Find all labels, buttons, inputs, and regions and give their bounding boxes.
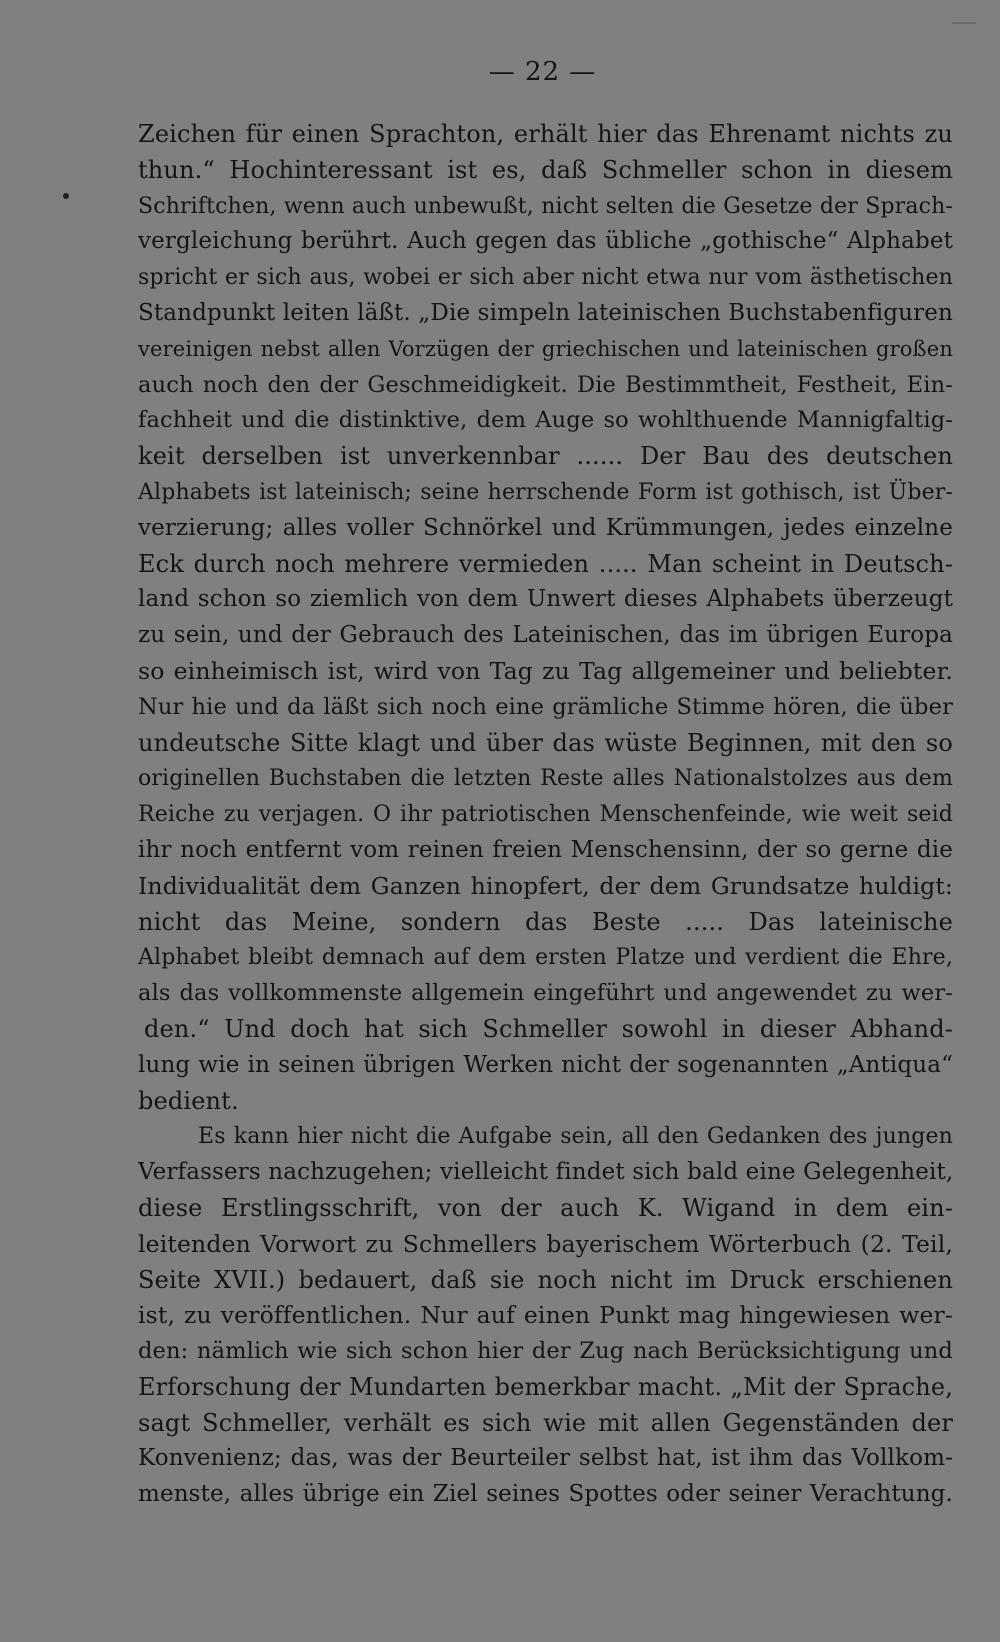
text-line: Individualität dem Ganzen hinopfert, der dem Grundsatze huldigt: (138, 871, 953, 900)
text-line: Reiche zu verjagen. O ihr patriotischen Menschenfeinde, wie weit seid (138, 802, 953, 828)
text-line: originellen Buchstaben die letzten Reste alles Nationalstolzes aus dem (138, 766, 953, 792)
text-line: Schriftchen, wenn auch unbewußt, nicht selten die Gesetze der Sprach- (138, 193, 953, 219)
text-line: thun.“ Hochinteressant ist es, daß Schmeller schon in diesem (138, 155, 953, 184)
text-line: diese Erstlingsschrift, von der auch K. Wigand in dem ein- (138, 1193, 953, 1222)
text-line: Erforschung der Mundarten bemerkbar macht. „Mit der Sprache, (138, 1372, 953, 1401)
text-line: Zeichen für einen Sprachton, erhält hier das Ehrenamt nichts zu (138, 120, 953, 148)
text-line: ihr noch entfernt vom reinen freien Menschensinn, der so gerne die (138, 836, 953, 863)
text-line: lung wie in seinen übrigen Werken nicht der sogenannten „Antiqua“ (138, 1051, 953, 1078)
text-line: den.“ Und doch hat sich Schmeller sowohl in dieser Abhand- (144, 1014, 953, 1043)
text-line: den: nämlich wie sich schon hier der Zug nach Berücksichtigung und (138, 1338, 953, 1365)
ink-dot (63, 193, 69, 199)
text-line: nicht das Meine, sondern das Beste ..... Das lateinische (138, 907, 953, 936)
text-line: als das vollkommenste allgemein eingeführt und angewendet zu wer- (138, 980, 953, 1007)
text-line: Seite XVII.) bedauert, daß sie noch nicht im Druck erschienen (138, 1265, 953, 1294)
text-line: Nur hie und da läßt sich noch eine grämliche Stimme hören, die über (138, 693, 953, 720)
text-line: vereinigen nebst allen Vorzügen der griechischen und lateinischen großen (138, 336, 953, 361)
text-line: Konvenienz; das, was der Beurteiler selbst hat, ist ihm das Vollkom- (138, 1445, 953, 1472)
paragraph-end-line: bedient. (138, 1086, 239, 1115)
text-line: ist, zu veröffentlichen. Nur auf einen Punkt mag hingewiesen wer- (138, 1301, 953, 1330)
text-line: Alphabets ist lateinisch; seine herrschende Form ist gothisch, ist Über- (138, 479, 953, 505)
text-line: auch noch den der Geschmeidigkeit. Die Bestimmtheit, Festheit, Ein- (138, 371, 953, 398)
text-line: so einheimisch ist, wird von Tag zu Tag allgemeiner und beliebter. (138, 656, 953, 685)
text-line: Alphabet bleibt demnach auf dem ersten Platze und verdient die Ehre, (138, 945, 953, 971)
text-line: leitenden Vorwort zu Schmellers bayerischem Wörterbuch (2. Teil, (138, 1229, 953, 1258)
text-line: fachheit und die distinktive, dem Auge so wohlthuende Mannigfaltig- (138, 407, 953, 434)
text-line: Standpunkt leiten läßt. „Die simpeln lateinischen Buchstabenfiguren (138, 299, 953, 326)
text-line: Verfassers nachzugehen; vielleicht findet sich bald eine Gelegenheit, (138, 1159, 953, 1186)
scan-mark (952, 22, 976, 24)
paragraph-start-line: Es kann hier nicht die Aufgabe sein, all den Gedanken des jungen (198, 1124, 953, 1150)
text-line: undeutsche Sitte klagt und über das wüste Beginnen, mit den so (138, 728, 953, 757)
text-line: zu sein, und der Gebrauch des Lateinischen, das im übrigen Europa (138, 622, 953, 649)
text-line: keit derselben ist unverkennbar ...... Der Bau des deutschen (138, 442, 953, 471)
text-line: sagt Schmeller, verhält es sich wie mit allen Gegenständen der (138, 1408, 953, 1437)
text-line: vergleichung berührt. Auch gegen das übliche „gothische“ Alphabet (138, 228, 953, 255)
text-line: Eck durch noch mehrere vermieden ..... Man scheint in Deutsch- (138, 549, 953, 578)
text-line: verzierung; alles voller Schnörkel und Krümmungen, jedes einzelne (138, 514, 953, 541)
text-line: menste, alles übrige ein Ziel seines Spottes oder seiner Verachtung. (138, 1481, 953, 1508)
text-line: spricht er sich aus, wobei er sich aber nicht etwa nur vom ästhetischen (138, 265, 953, 291)
text-line: land schon so ziemlich von dem Unwert dieses Alphabets überzeugt (138, 586, 953, 613)
page-number: — 22 — (488, 57, 597, 87)
body-text (138, 117, 953, 1513)
